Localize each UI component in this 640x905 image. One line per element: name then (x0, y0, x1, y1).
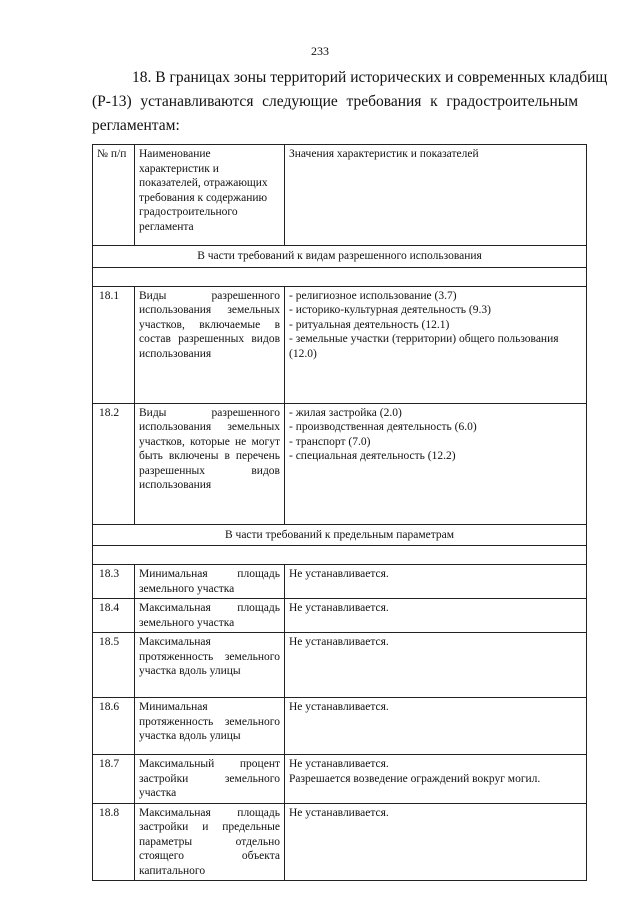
row-value-line: Разрешается возведение ограждений вокруг могил. (289, 772, 541, 785)
intro-line-1: 18. В границах зоны территорий исторических и современных кладбищ (132, 69, 608, 86)
table-row (93, 803, 587, 881)
row-values (285, 599, 587, 633)
intro-word: устанавливаются (140, 93, 254, 110)
row-name: Виды разрешенного использования земельных участков, включаемые в состав разрешенных видов использования (135, 286, 285, 403)
table-row (93, 599, 587, 633)
spacer-row (93, 546, 587, 565)
row-name: Максимальная площадь застройки и предельные параметры отдельно стоящего объекта капитального (135, 803, 285, 881)
spacer-cell (93, 267, 587, 286)
intro-word: требования (346, 93, 422, 110)
row-value-line: - производственная деятельность (6.0) (289, 421, 477, 433)
row-values (285, 698, 587, 755)
intro-line-3: регламентам: (92, 117, 180, 134)
row-values (285, 403, 587, 524)
row-value-line: - историко-культурная деятельность (9.3) (289, 304, 491, 316)
table-row (93, 565, 587, 599)
row-value-line: Не устанавливается. (289, 806, 389, 819)
regulations-table (92, 144, 587, 881)
row-number: 18.3 (93, 565, 135, 599)
row-name: Максимальная площадь земельного участка (135, 599, 285, 633)
spacer-cell (93, 546, 587, 565)
row-name: Виды разрешенного использования земельных участков, которые не могут быть включены в перечень разрешенных видов использования (135, 403, 285, 524)
row-name: Максимальный процент застройки земельного участка (135, 755, 285, 804)
table-row (93, 755, 587, 804)
intro-line-2 (92, 90, 578, 114)
page-number: 233 (311, 44, 329, 58)
section-row (93, 524, 587, 546)
row-values (285, 803, 587, 881)
row-number: 18.4 (93, 599, 135, 633)
row-name: Максимальная протяженность земельного участка вдоль улицы (135, 633, 285, 698)
row-value-line: - ритуальная деятельность (12.1) (289, 318, 450, 331)
header-num: № п/п (93, 145, 135, 246)
row-values (285, 286, 587, 403)
section-heading: В части требований к видам разрешенного использования (93, 246, 587, 268)
row-number: 18.1 (93, 286, 135, 403)
row-value-line: - религиозное использование (3.7) (289, 289, 457, 302)
row-values (285, 565, 587, 599)
row-value-line: Не устанавливается. (289, 701, 389, 713)
table-row (93, 633, 587, 698)
spacer-row (93, 267, 587, 286)
row-value-line: Не устанавливается. (289, 568, 389, 580)
row-number: 18.7 (93, 755, 135, 804)
intro-word: (Р-13) (92, 93, 132, 110)
section-heading: В части требований к предельным параметрам (93, 524, 587, 546)
table-row (93, 403, 587, 524)
row-value-line: - транспорт (7.0) (289, 435, 371, 448)
row-number: 18.5 (93, 633, 135, 698)
intro-word: к (430, 93, 438, 110)
row-value-line: Не устанавливается. (289, 602, 389, 614)
intro-word: следующие (262, 93, 338, 110)
header-value: Значения характеристик и показателей (285, 145, 587, 246)
row-number: 18.2 (93, 403, 135, 524)
section-row (93, 246, 587, 268)
row-value-line: Не устанавливается. (289, 636, 389, 648)
table-row (93, 698, 587, 755)
row-values (285, 755, 587, 804)
row-number: 18.8 (93, 803, 135, 881)
row-name: Минимальная протяженность земельного участка вдоль улицы (135, 698, 285, 755)
intro-word: градостроительным (446, 93, 578, 110)
table-header-row (93, 145, 587, 246)
table-row (93, 286, 587, 403)
row-value-line: Не устанавливается. (289, 758, 389, 770)
row-value-line: - земельные участки (территории) общего пользования (12.0) (289, 333, 559, 360)
row-number: 18.6 (93, 698, 135, 755)
row-value-line: - специальная деятельность (12.2) (289, 450, 456, 462)
row-value-line: - жилая застройка (2.0) (289, 406, 402, 419)
header-name: Наименование характеристик и показателей, отражающих требования к содержанию градостроительного регламента (135, 145, 285, 246)
row-name: Минимальная площадь земельного участка (135, 565, 285, 599)
row-values (285, 633, 587, 698)
